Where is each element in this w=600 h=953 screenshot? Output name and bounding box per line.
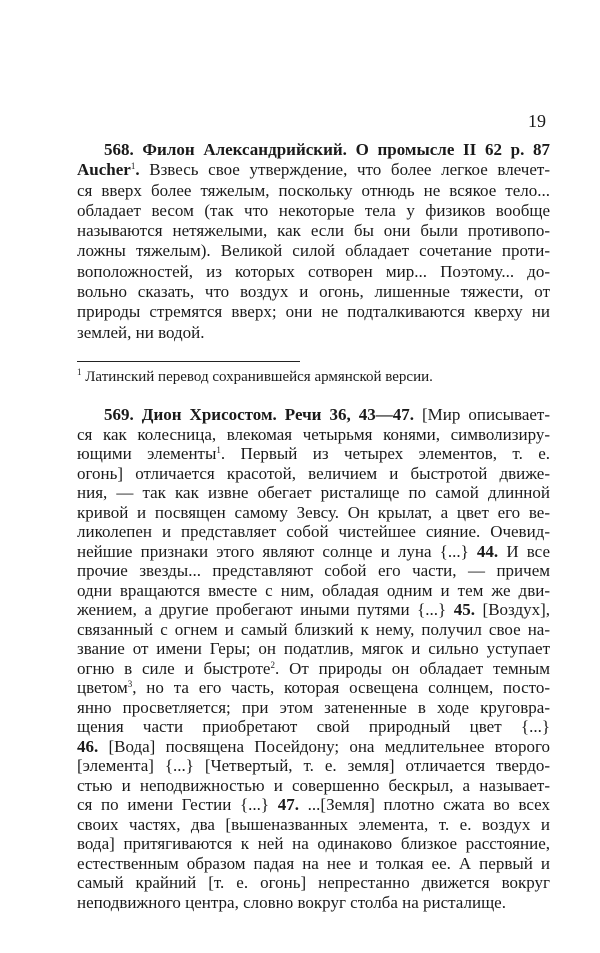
text-line [77,302,550,322]
text-segment: жением, а другие пробегают иными путями {...} [77,600,454,619]
text-line [77,561,550,581]
page-number: 19 [528,111,546,131]
text-segment: одни вращаются вместе с ним, обладая одним и тем же дви- [77,580,550,600]
text-line [77,181,550,201]
text-line [77,323,550,343]
footnote-ref: 1 [216,445,221,455]
footnote-ref: 2 [270,659,275,670]
text-segment: звание от имени Геры; он податлив, мягок и сильно уступает [77,639,550,658]
text-segment: неподвижного центра, словно вокруг столба на ристалище. [77,892,506,912]
text-segment: [элемента] {...} [Четвертый, т. е. земля] отличается твердо- [77,756,550,775]
text-line [77,444,550,464]
text-line [77,659,550,679]
text-segment: нейшие признаки этого являют солнце и луна {...} [77,541,477,561]
text-segment: ся как колесница, влекомая четырьмя конями, символизиру- [77,424,550,444]
bold-text: . [135,160,140,180]
text-line [77,756,550,776]
text-line [77,140,550,160]
text-segment: [Вода] посвящена Посейдону; она медлительнее второго [98,736,550,756]
text-line [77,678,550,698]
text-line [77,717,550,737]
text-line [77,893,550,913]
footnote-ref: 3 [127,679,133,689]
text-line [77,241,550,261]
text-segment: называются нетяжелыми, как если бы они были противопо- [77,221,550,241]
text-line [77,503,550,523]
text-segment: цветом [77,678,128,697]
text-line [77,221,550,241]
text-segment: ющими элементы [77,444,217,463]
text-segment: естественным образом падая на нее и толкая ее. А первый и [77,853,550,873]
text-line [77,160,550,180]
text-segment: ся по имени Гестии {...} [77,795,278,814]
text-line [77,282,550,302]
footnote [77,369,433,386]
text-segment: связанный с огнем и самый близкий к нему, получил свое на- [77,619,550,639]
text-segment: ся вверх более тяжелым, поскольку отнюдь не всякое тело... [77,180,550,200]
text-line [77,581,550,601]
bold-text: 47. [277,795,299,814]
entry-568 [77,140,550,343]
text-segment: своих частях, два [вышеназванных элемента, т. е. воздух и [77,814,550,834]
text-line [77,834,550,854]
text-segment: вода] притягиваются к ней на одинаково близкое расстояние, [77,834,550,853]
footnote-ref: 1 [130,161,136,172]
text-segment: вольно сказать, что воздух и огонь, лишенные тяжести, от [77,282,550,302]
text-segment: . Первый из четырех элементов, т. е. [220,444,551,463]
text-segment: огонь] отличается красотой, величием и быстротой движе- [77,463,550,483]
bold-text: 568. Филон Александрийский. О промысле II 62 p. 87 [104,140,550,159]
text-line [77,737,550,757]
text-segment: [Мир описывает- [413,405,550,424]
text-segment: ния, — так как извне обегает ристалище по самой длинной [77,483,550,502]
text-segment: . От природы он обладает темным [274,658,551,678]
text-segment: огню в силе и быстроте [77,658,271,678]
bold-text: Aucher [77,160,131,180]
text-segment: Взвесь свое утверждение, что более легкое влечет- [139,160,550,180]
footnote-divider [77,361,300,362]
text-line [77,262,550,282]
footnote-marker: 1 [77,367,82,377]
text-line [77,815,550,835]
text-line [77,600,550,620]
text-segment: воположностей, из которых сотворен мир... Поэтому... до- [77,261,550,281]
text-line [77,639,550,659]
text-line [77,873,550,893]
text-segment: землей, ни водой. [77,322,205,342]
text-segment: янно просветляется; при этом затененные в ходе круговра- [77,697,550,717]
footnote-text: Латинский перевод сохранившейся армянской версии. [81,369,433,385]
text-line [77,698,550,718]
text-segment: , но та его часть, которая освещена солнцем, посто- [132,678,550,697]
text-segment: щения части приобретают свой природный цвет {...} [77,717,550,736]
text-line [77,542,550,562]
text-segment: прочие звезды... представляют собой его части, — причем [77,561,550,580]
text-line [77,620,550,640]
entry-569 [77,405,550,912]
text-segment: ...[Земля] плотно сжата во всех [298,795,550,814]
text-segment: ложны тяжелым). Великой силой обладает сочетание проти- [77,241,550,261]
bold-text: 45. [453,600,475,619]
text-line [77,425,550,445]
text-segment: ликолепен и представляет собой чистейшее сияние. Очевид- [77,522,550,541]
text-line [77,854,550,874]
text-segment: [Воздух], [474,600,550,619]
text-line [77,795,550,815]
text-segment: кривой и посвящен самому Зевсу. Он крылат, а цвет его ве- [77,502,550,522]
text-segment: природы стремятся вверх; они не подталкиваются кверху ни [77,302,550,322]
text-line [77,405,550,425]
text-line [77,483,550,503]
text-line [77,522,550,542]
text-line [77,776,550,796]
text-line [77,201,550,221]
bold-text: 44. [476,541,499,561]
text-segment: обладает весом (так что некоторые тела у физиков вообще [77,200,550,220]
bold-text: 46. [77,736,99,756]
text-segment: самый крайний [т. е. огонь] непрестанно движется вокруг [77,873,550,892]
bold-text: 569. Дион Хрисостом. Речи 36, 43—47. [104,405,414,424]
text-segment: стью и неподвижностью и совершенно бескрыл, а называет- [77,775,550,795]
text-segment: И все [498,541,550,561]
text-line [77,464,550,484]
